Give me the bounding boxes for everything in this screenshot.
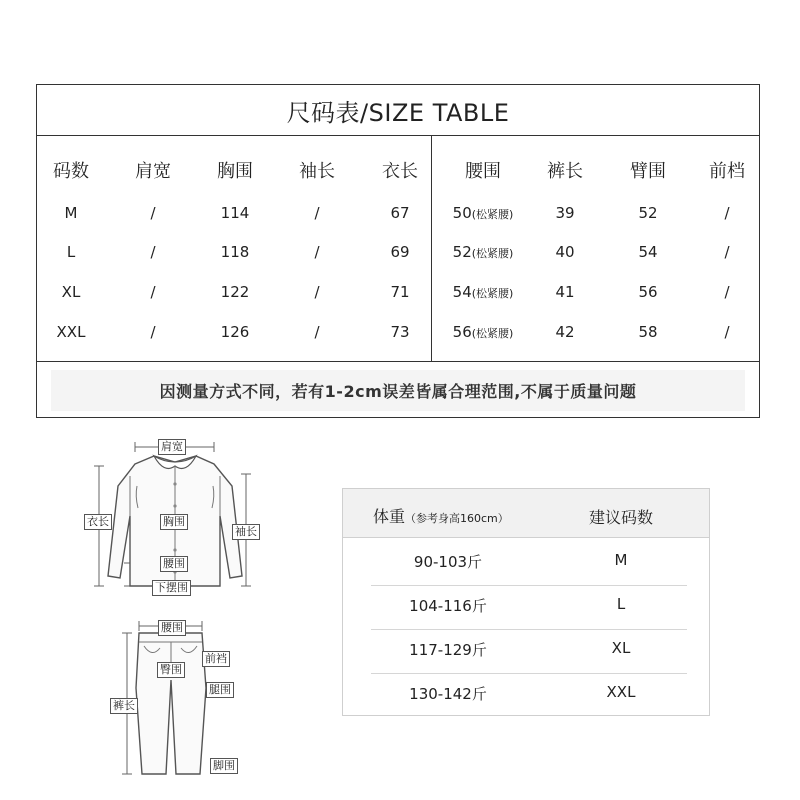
cell-shoulder: /: [150, 283, 156, 301]
cell-waist: [438, 323, 528, 341]
shirt-diagram: [80, 436, 270, 596]
cell-pants-length: 41: [555, 283, 575, 301]
cell-front-rise: /: [724, 323, 730, 341]
shirt-sleeve-label: 袖长: [232, 524, 260, 540]
pants-front-rise-label: 前裆: [202, 651, 230, 667]
cell-shoulder: /: [150, 243, 156, 261]
cell-sleeve: /: [314, 204, 320, 222]
row-divider: [371, 629, 687, 630]
cell-front-rise: /: [724, 283, 730, 301]
weight-range: 90-103斤: [413, 553, 483, 571]
cell-arm: 58: [638, 323, 658, 341]
cell-chest: 126: [220, 323, 250, 341]
cell-arm: 56: [638, 283, 658, 301]
pants-thigh-label: 腿围: [206, 682, 234, 698]
cell-size: XXL: [56, 323, 86, 341]
waist-value: 56: [452, 323, 472, 341]
weight-range: 104-116斤: [409, 597, 487, 615]
waist-value: 50: [452, 204, 472, 222]
header-length: 衣长: [382, 161, 418, 182]
cell-pants-length: 40: [555, 243, 575, 261]
cell-chest: 122: [220, 283, 250, 301]
weight-size-table: [342, 488, 710, 716]
cell-arm: 54: [638, 243, 658, 261]
shirt-hem-label: 下摆围: [152, 580, 191, 596]
row-divider: [371, 673, 687, 674]
weight-header: 体重: [373, 507, 406, 526]
cell-sleeve: /: [314, 283, 320, 301]
waist-value: 52: [452, 243, 472, 261]
pants-leg-opening-label: 脚围: [210, 758, 238, 774]
pants-hip-label: 臀围: [157, 662, 185, 678]
waist-note: (松紧腰): [471, 208, 514, 221]
weight-table-header: [343, 489, 709, 538]
cell-size: L: [66, 243, 76, 261]
cell-length: 71: [390, 283, 410, 301]
recommended-size: L: [616, 595, 626, 613]
header-arm: 臂围: [630, 161, 666, 182]
cell-chest: 118: [220, 243, 250, 261]
cell-front-rise: /: [724, 204, 730, 222]
header-front-rise: 前档: [709, 161, 745, 182]
header-waist: 腰围: [465, 161, 501, 182]
weight-header-note: （参考身高160cm）: [405, 512, 509, 525]
cell-length: 69: [390, 243, 410, 261]
cell-sleeve: /: [314, 243, 320, 261]
header-shoulder: 肩宽: [135, 161, 171, 182]
pants-length-label: 裤长: [110, 698, 138, 714]
measurement-note: 因测量方式不同，若有1-2cm误差皆属合理范围,不属于质量问题: [159, 382, 637, 401]
waist-note: (松紧腰): [471, 327, 514, 340]
header-sleeve: 袖长: [299, 161, 335, 182]
cell-waist: [438, 283, 528, 301]
weight-range: 117-129斤: [409, 641, 487, 659]
cell-size: XL: [61, 283, 81, 301]
cell-waist: [438, 243, 528, 261]
header-size: 码数: [53, 161, 89, 182]
cell-length: 73: [390, 323, 410, 341]
cell-pants-length: 39: [555, 204, 575, 222]
cell-arm: 52: [638, 204, 658, 222]
cell-front-rise: /: [724, 243, 730, 261]
pants-diagram: [104, 618, 244, 780]
recommended-size: M: [614, 551, 628, 569]
shirt-waist-label: 腰围: [160, 556, 188, 572]
shirt-shoulder-label: 肩宽: [158, 439, 186, 455]
size-table-title: 尺码表/SIZE TABLE: [37, 85, 759, 136]
size-table: [36, 84, 760, 418]
cell-size: M: [64, 204, 78, 222]
waist-value: 54: [452, 283, 472, 301]
cell-pants-length: 42: [555, 323, 575, 341]
cell-sleeve: /: [314, 323, 320, 341]
header-pants-length: 裤长: [547, 161, 583, 182]
cell-chest: 114: [220, 204, 250, 222]
waist-note: (松紧腰): [471, 247, 514, 260]
measurement-note-row: [37, 361, 759, 419]
recommended-size: XL: [611, 639, 631, 657]
cell-length: 67: [390, 204, 410, 222]
row-divider: [371, 585, 687, 586]
waist-note: (松紧腰): [471, 287, 514, 300]
cell-waist: [438, 204, 528, 222]
weight-range: 130-142斤: [409, 685, 487, 703]
cell-shoulder: /: [150, 323, 156, 341]
shirt-length-label: 衣长: [84, 514, 112, 530]
recommended-size: XXL: [606, 683, 636, 701]
shirt-chest-label: 胸围: [160, 514, 188, 530]
size-header: 建议码数: [588, 508, 653, 527]
pants-waist-label: 腰围: [158, 620, 186, 636]
header-chest: 胸围: [217, 161, 253, 182]
cell-shoulder: /: [150, 204, 156, 222]
